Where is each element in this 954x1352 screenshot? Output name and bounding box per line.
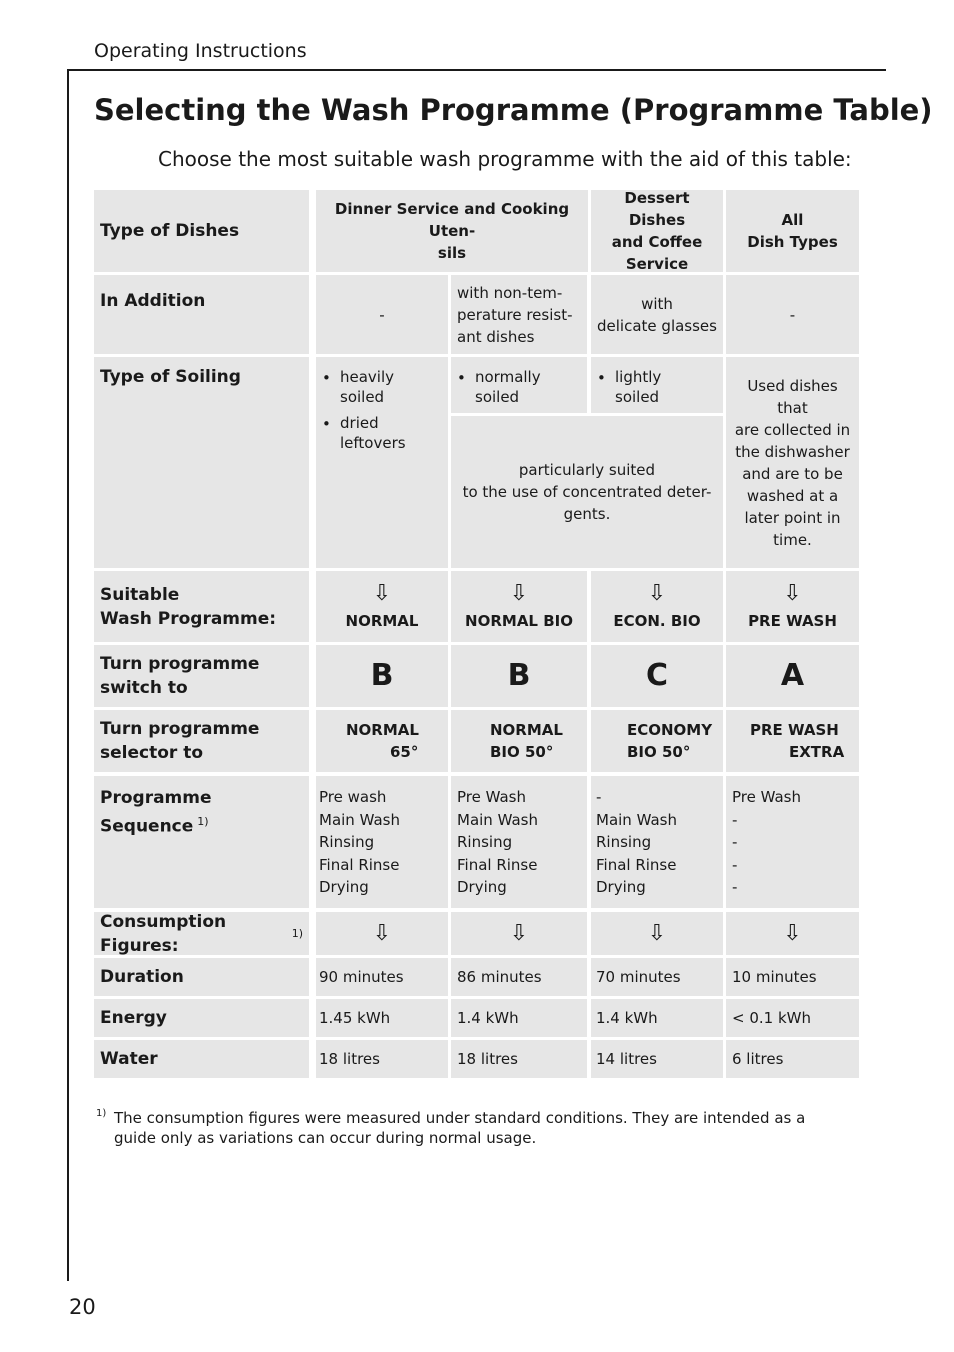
switch-c4: A: [726, 645, 859, 707]
soiling-item: • normally soiled: [457, 368, 541, 406]
margin-rule: [67, 69, 69, 1281]
soiling-c2: [451, 357, 587, 413]
duration-c2: 86 minutes: [451, 958, 587, 996]
footnote-marker: 1): [291, 926, 303, 940]
programme-c2: ⇩ NORMAL BIO: [451, 571, 587, 642]
row-label-programme-sequence: Programme Sequence $^{1)}$: [94, 776, 309, 908]
soiling-c3: [591, 357, 723, 413]
soiling-c4: Used dishes that are collected in the dishwasher and are to be washed at a later point in time.: [726, 357, 859, 568]
row-label-energy: Energy: [94, 999, 309, 1037]
footnote: [96, 1108, 816, 1148]
down-arrow-icon: ⇩: [451, 912, 587, 955]
sequence-c2: Pre Wash Main Wash Rinsing Final Rinse Drying: [451, 776, 587, 908]
water-c3: 14 litres: [591, 1040, 723, 1078]
row-label-water: Water: [94, 1040, 309, 1078]
footnote-marker: 1): [96, 1108, 107, 1119]
programme-c4: ⇩ PRE WASH: [726, 571, 859, 642]
soiling-item: • lightly soiled: [597, 368, 662, 406]
water-c4: 6 litres: [726, 1040, 859, 1078]
energy-c2: 1.4 kWh: [451, 999, 587, 1037]
footnote-marker: 1): [197, 815, 209, 828]
selector-c1: NORMAL 65°: [316, 710, 448, 772]
down-arrow-icon: ⇩: [509, 580, 529, 606]
sequence-c4: Pre Wash - - - -: [726, 776, 859, 908]
row-label-turn-selector: Turn programme selector to: [94, 710, 309, 772]
footnote-text: The consumption figures were measured under standard conditions. They are intended as a guide only as variations can occur during normal usage.: [114, 1109, 806, 1147]
soiling-item: • heavily soiled: [322, 368, 395, 406]
page-number: 20: [69, 1295, 96, 1319]
row-label-turn-switch: Turn programme switch to: [94, 645, 309, 707]
dishes-all: All Dish Types: [726, 190, 859, 272]
duration-c4: 10 minutes: [726, 958, 859, 996]
selector-c4: PRE WASH EXTRA: [726, 710, 859, 772]
water-c1: 18 litres: [316, 1040, 448, 1078]
row-label-type-of-dishes: Type of Dishes: [94, 190, 309, 272]
sequence-c1: Pre wash Main Wash Rinsing Final Rinse Drying: [316, 776, 448, 908]
sequence-c3: - Main Wash Rinsing Final Rinse Drying: [591, 776, 723, 908]
row-label-in-addition: In Addition: [94, 275, 309, 354]
switch-c1: B: [316, 645, 448, 707]
duration-c1: 90 minutes: [316, 958, 448, 996]
down-arrow-icon: ⇩: [591, 912, 723, 955]
programme-c3: ⇩ ECON. BIO: [591, 571, 723, 642]
dishes-dinner-service: Dinner Service and Cooking Uten- sils: [316, 190, 588, 272]
header-rule: [68, 69, 886, 71]
energy-c4: < 0.1 kWh: [726, 999, 859, 1037]
energy-c3: 1.4 kWh: [591, 999, 723, 1037]
intro-text: Choose the most suitable wash programme with the aid of this table:: [158, 147, 852, 171]
row-label-duration: Duration: [94, 958, 309, 996]
row-label-type-of-soiling: Type of Soiling: [94, 357, 309, 568]
switch-c3: C: [591, 645, 723, 707]
switch-c2: B: [451, 645, 587, 707]
page-title: Selecting the Wash Programme (Programme Table): [94, 93, 933, 127]
row-label-suitable-programme: Suitable Wash Programme:: [94, 571, 309, 642]
selector-c2: NORMAL BIO 50°: [451, 710, 587, 772]
down-arrow-icon: ⇩: [647, 580, 667, 606]
down-arrow-icon: ⇩: [726, 912, 859, 955]
duration-c3: 70 minutes: [591, 958, 723, 996]
selector-c3: ECONOMY BIO 50°: [591, 710, 723, 772]
in-addition-c2: with non-tem- perature resist- ant dishes: [451, 275, 587, 354]
down-arrow-icon: ⇩: [372, 580, 392, 606]
dishes-dessert: Dessert Dishes and Coffee Service: [591, 190, 723, 272]
programme-c1: ⇩ NORMAL: [316, 571, 448, 642]
in-addition-c3: with delicate glasses: [591, 275, 723, 354]
soiling-c1: [316, 357, 448, 568]
in-addition-c4: -: [726, 275, 859, 354]
row-label-consumption: Consumption Figures: 1): [94, 912, 309, 955]
soiling-item: • dried leftovers: [322, 414, 406, 452]
in-addition-c1: -: [316, 275, 448, 354]
energy-c1: 1.45 kWh: [316, 999, 448, 1037]
down-arrow-icon: ⇩: [316, 912, 448, 955]
section-header: Operating Instructions: [94, 40, 307, 62]
water-c2: 18 litres: [451, 1040, 587, 1078]
down-arrow-icon: ⇩: [783, 580, 802, 606]
soiling-concentrated-note: particularly suited to the use of concentrated deter- gents.: [451, 416, 723, 568]
